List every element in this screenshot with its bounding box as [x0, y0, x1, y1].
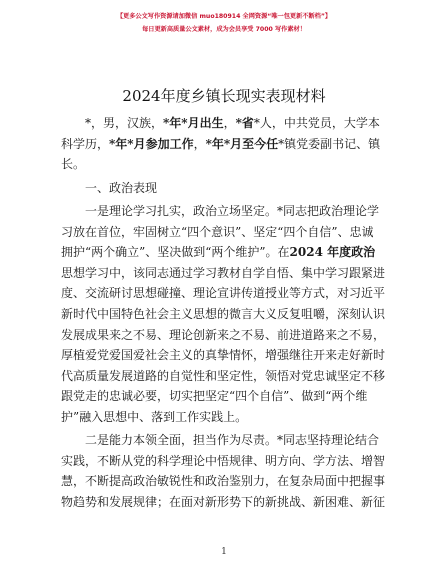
intro-paragraph [61, 113, 389, 175]
promo-banner-line-2[interactable]: 每日更新高质量公文素材，成为会员享受 7000 写作素材！ [142, 26, 306, 33]
paragraph-political-1: 一是理论学习扎实，政治立场坚定。*同志把政治理论学 习放在首位，牢固树立“四个意识”、坚定“四个自信”、忠诚 拥护“两个确立”、坚决做到“两个维护”。在2024 年度政治 思想学习中，该同志通过学习教材自学自悟、集中学习跟紧进 度、交流研讨思想碰撞、理论宣讲传道授业等方式，对习近平 新时代中国特色社会主义思想的微言大义反复咀嚼，深刻认识 发展成果来之不易、理论创新来之不易、前进道路来之不易， 厚植爱党爱国爱社会主义的真挚情怀，增强继往开来走好新时 代高质量发展道路的自觉性和坚定性，领悟对党忠诚坚定不移 跟党走的忠诚必要，切实把坚定“四个自信”、做到“两个维 护”融入思想中、落到工作实践上。 [61, 204, 386, 424]
intro-line-2: 科学历，*年*月参加工作，*年*月至今任*镇党委副书记、镇 [61, 136, 381, 151]
intro-line-1: *，男，汉族，*年*月出生，*省*人，中共党员，大学本 [85, 116, 380, 130]
section-heading-political: 一、政治表现 [85, 181, 158, 195]
promo-banner-line-1[interactable]: 【更多公文写作资源请加微信 muo180914 全网资源“唯一包更新不断档”】 [116, 13, 332, 20]
intro-line-3: 长。 [61, 157, 86, 172]
paragraph-political-2: 二是能力本领全面，担当作为尽责。*同志坚持理论结合 实践，不断从党的科学理论中悟规律、明方向、学方法、增智 慧，不断提高政治敏锐性和政治鉴别力，在复杂局面中把握事 物趋势和发展规律；在面对新形势下的新挑战、新困难、新征 [61, 433, 386, 509]
document-title: 2024年度乡镇长现实表现材料 [122, 87, 326, 105]
page-number: 1 [221, 547, 227, 557]
